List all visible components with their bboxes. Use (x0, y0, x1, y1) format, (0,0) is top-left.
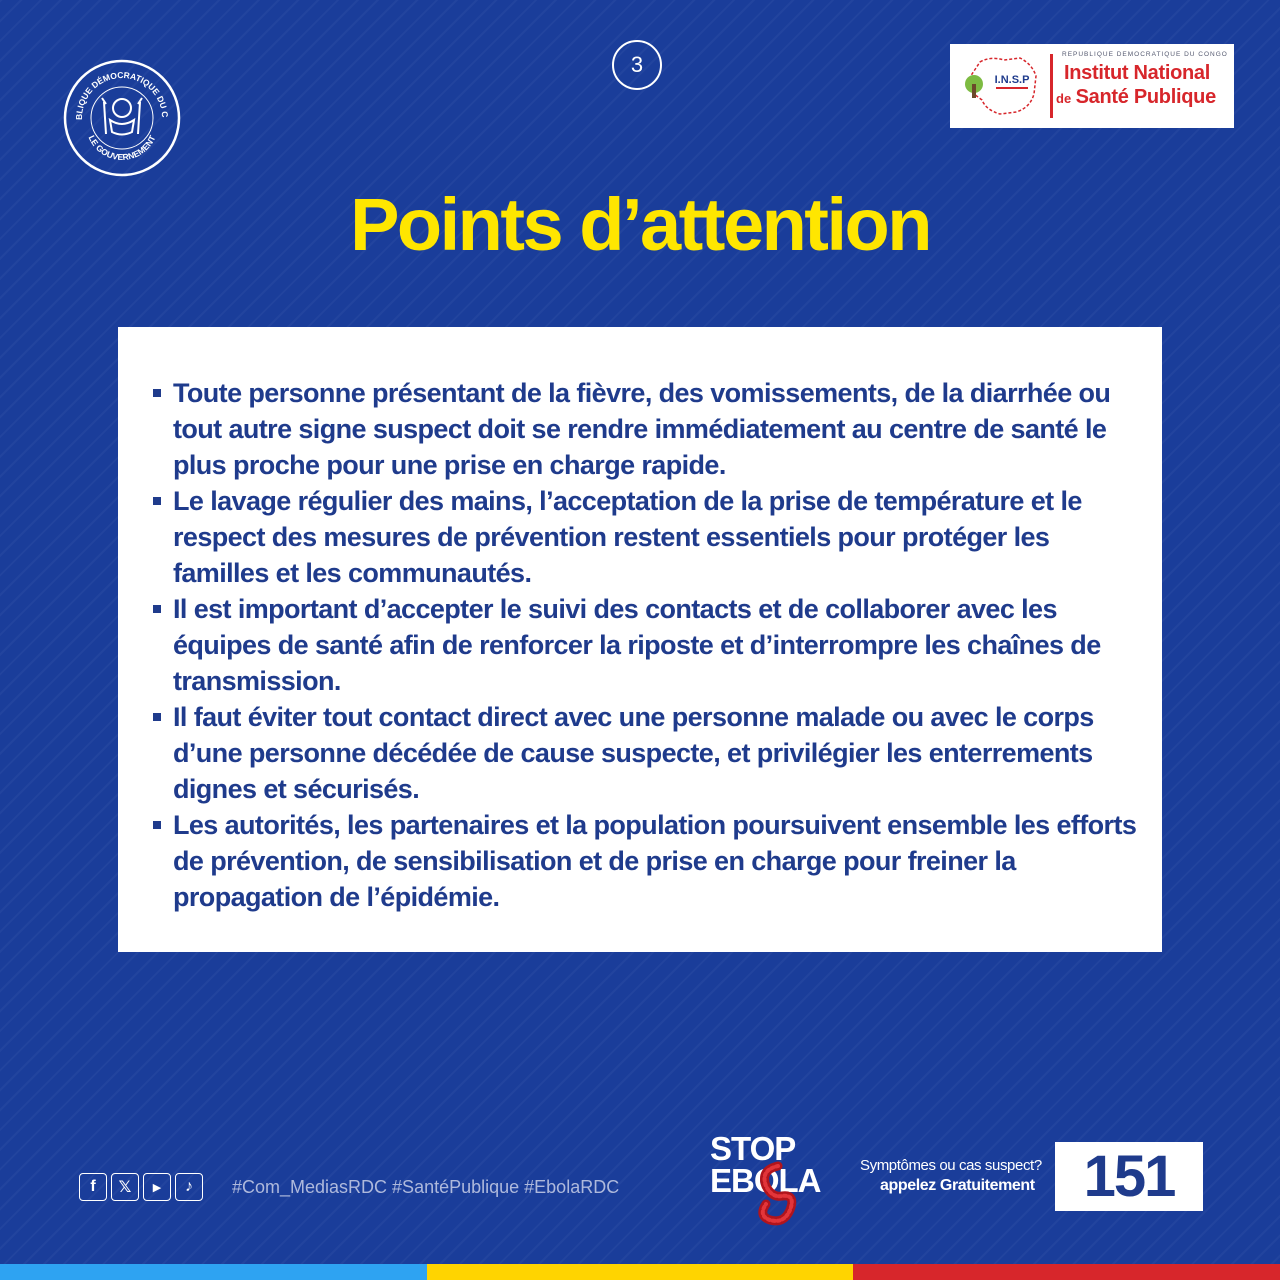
insp-badge-text: I.N.S.P (994, 74, 1030, 86)
hotline-number[interactable]: 151 (1055, 1142, 1203, 1211)
hotline-call-text: appelez Gratuitement (880, 1177, 1035, 1194)
list-item (151, 807, 1141, 915)
youtube-icon[interactable]: ▶ (143, 1173, 171, 1201)
insp-name-line2-text: Santé Publique (1075, 86, 1216, 108)
seal-bottom-text: LE GOUVERNEMENT (86, 133, 158, 163)
point-text: Toute personne présentant de la fièvre, des vomissements, de la diarrhée ou tout autre signe suspect doit se rendre immédiatement au centre de santé le plus proche pour une prise en charge rapide. (173, 378, 1111, 480)
stop-ebola-line2: EBOLA (710, 1162, 821, 1199)
bullet-icon (153, 713, 161, 721)
svg-text:RÉPUBLIQUE DÉMOCRATIQUE DU CON (62, 58, 170, 120)
point-text: Le lavage régulier des mains, l’acceptation de la prise de température et le respect des mesures de prévention restent essentiels pour protéger les familles et les communautés. (173, 486, 1082, 588)
flag-color-bar (0, 1264, 1280, 1280)
svg-text:LE GOUVERNEMENT (87, 133, 158, 162)
hotline-question: Symptômes ou cas suspect? (860, 1157, 1042, 1174)
x-icon[interactable]: 𝕏 (111, 1173, 139, 1201)
virus-icon (748, 1160, 804, 1232)
point-text: Les autorités, les partenaires et la population poursuivent ensemble les efforts de prévention, de sensibilisation et de prise en charge pour freiner la propagation de l’épidémie. (173, 810, 1137, 912)
government-seal (62, 58, 182, 178)
bullet-icon (153, 389, 161, 397)
drc-map-icon (960, 54, 1044, 118)
insp-name-line2 (1056, 86, 1216, 109)
bullet-icon (153, 605, 161, 613)
stop-ebola-line1: STOP (710, 1130, 796, 1167)
social-links (79, 1173, 203, 1201)
point-text: Il est important d’accepter le suivi des contacts et de collaborer avec les équipes de santé afin de renforcer la riposte et d’interrompre les chaînes de transmission. (173, 594, 1101, 696)
list-item (151, 591, 1141, 699)
hashtags: #Com_MediasRDC #SantéPublique #EbolaRDC (232, 1177, 620, 1197)
page-title: Points d’attention (350, 183, 930, 266)
insp-logo (950, 44, 1234, 128)
list-item (151, 483, 1141, 591)
list-item (151, 699, 1141, 807)
attention-points-list (151, 375, 1141, 915)
insp-country-text: REPUBLIQUE DEMOCRATIQUE DU CONGO (1062, 51, 1228, 58)
flag-segment-red (853, 1264, 1280, 1280)
seal-emblem-icon (62, 58, 182, 178)
list-item (151, 375, 1141, 483)
seal-top-text: BLIQUE DÉMOCRATIQUE DU C (73, 69, 171, 121)
facebook-icon[interactable]: f (79, 1173, 107, 1201)
insp-name-prefix: de (1056, 91, 1072, 106)
point-text: Il faut éviter tout contact direct avec une personne malade ou avec le corps d’une personne décédée de cause suspecte, et privilégier les enterrements dignes et sécurisés. (173, 702, 1094, 804)
flag-segment-blue (0, 1264, 427, 1280)
insp-name-line1: Institut National (1064, 62, 1211, 84)
stop-ebola-logo (708, 1132, 858, 1232)
bullet-icon (153, 497, 161, 505)
tiktok-icon[interactable]: ♪ (175, 1173, 203, 1201)
page-number: 3 (612, 40, 662, 90)
attention-points-card (118, 327, 1162, 952)
bullet-icon (153, 821, 161, 829)
insp-divider (1050, 54, 1053, 118)
flag-segment-yellow (427, 1264, 854, 1280)
